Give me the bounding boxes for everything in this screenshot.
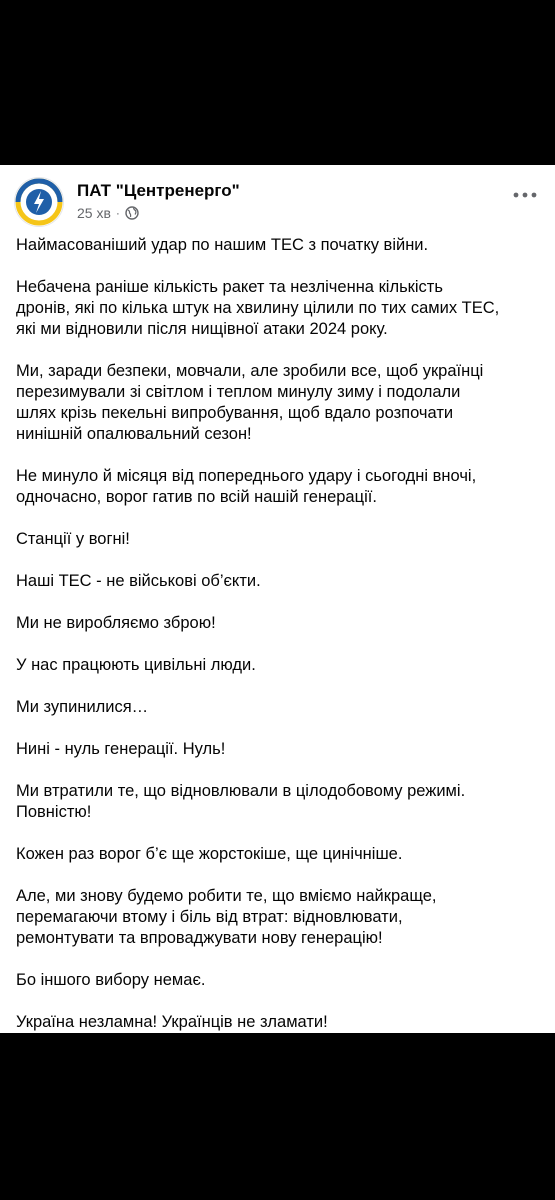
post-paragraph: Нині - нуль генерації. Нуль!: [16, 740, 226, 758]
post-meta: [77, 205, 139, 221]
post-paragraph: Наймасованіший удар по нашим ТЕС з початку війни.: [16, 236, 429, 254]
post-paragraph: Станції у вогні!: [16, 530, 130, 548]
top-black-bar: [0, 0, 555, 165]
post-paragraph: Небачена раніше кількість ракет та незліченна кількість дронів, які по кілька штук на хвилину цілили по тих самих ТЕС, які ми відновили після нищівної атаки 2024 року.: [16, 278, 500, 338]
post-time[interactable]: 25 хв: [77, 205, 111, 221]
page-avatar[interactable]: [14, 177, 64, 227]
post-paragraph: Наші ТЕС - не військові об’єкти.: [16, 572, 261, 590]
post-paragraph: Ми втратили те, що відновлювали в цілодобовому режимі. Повністю!: [16, 782, 466, 821]
post-header: [14, 177, 541, 227]
post-body: [16, 235, 541, 1054]
post-paragraph: Ми не виробляємо зброю!: [16, 614, 216, 632]
post-paragraph: Бо іншого вибору немає.: [16, 971, 206, 989]
post-paragraph: Кожен раз ворог б’є ще жорстокіше, ще цинічніше.: [16, 845, 403, 863]
globe-icon: [125, 206, 139, 220]
more-dots-icon: [513, 192, 537, 198]
page-name-link[interactable]: ПАТ "Центренерго": [77, 181, 240, 200]
post-paragraph: Ми, заради безпеки, мовчали, але зробили все, щоб українці перезимували зі світлом і теплом минулу зиму і подолали шлях крізь пекельні випробування, щоб вдало розпочати нинішній опалювальний сезон!: [16, 362, 484, 443]
post-paragraph: Не минуло й місяця від попереднього удару і сьогодні вночі, одночасно, ворог гатив по всій нашій генерації.: [16, 467, 477, 506]
post-paragraph: Але, ми знову будемо робити те, що вміємо найкраще, перемагаючи втому і біль від втрат: відновлювати, ремонтувати та впроваджувати нову генерацію!: [16, 887, 437, 947]
meta-separator: ·: [115, 206, 120, 220]
centrenergo-logo-icon: [15, 178, 63, 226]
post-paragraph: Ми зупинилися…: [16, 698, 149, 716]
post-paragraph: У нас працюють цивільні люди.: [16, 656, 256, 674]
more-options-button[interactable]: [511, 183, 539, 207]
bottom-black-bar: [0, 1033, 555, 1200]
post-paragraph: Україна незламна! Українців не зламати!: [16, 1013, 328, 1031]
facebook-post-card: [0, 165, 555, 1033]
